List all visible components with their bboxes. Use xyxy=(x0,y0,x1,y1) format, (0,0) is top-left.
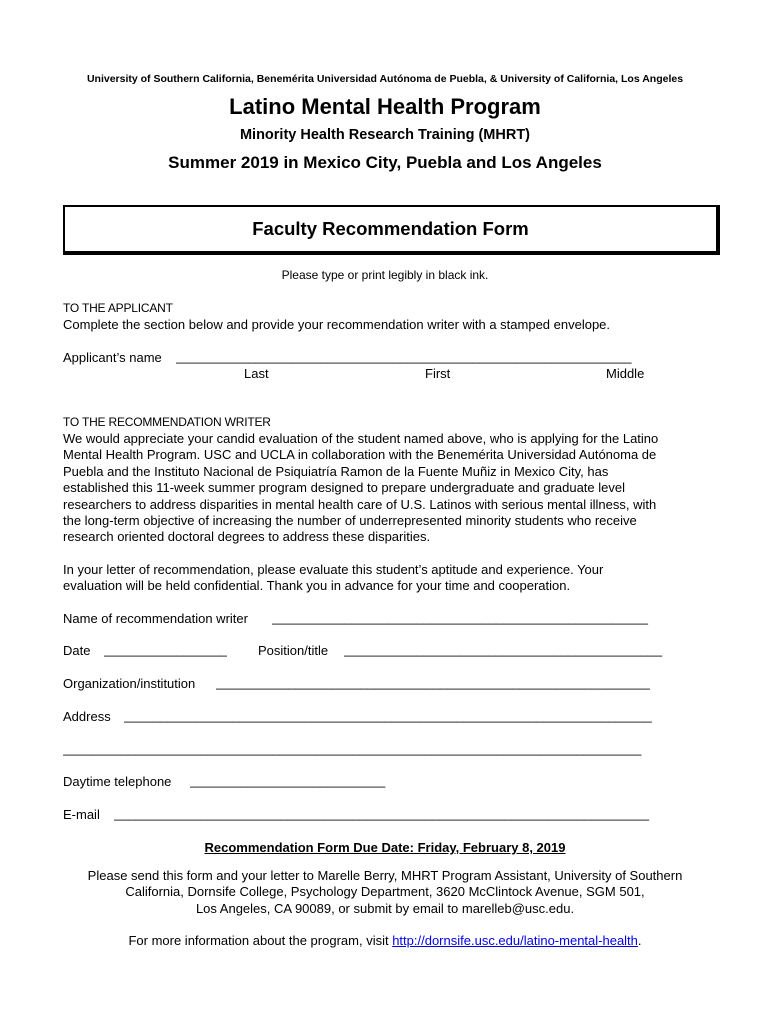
date-label: Date xyxy=(63,643,91,658)
program-title: Latino Mental Health Program xyxy=(229,94,541,119)
program-location-dates: Summer 2019 in Mexico City, Puebla and Los Angeles xyxy=(168,153,602,172)
submission-line: California, Dornsife College, Psychology Department, 3620 McClintock Avenue, SGM 501, xyxy=(125,884,645,900)
writer-paragraph-2 xyxy=(63,562,713,595)
address-field-line-2[interactable]: ________________________________________________________________________________ xyxy=(63,741,642,756)
position-field[interactable]: ____________________________________________ xyxy=(344,642,663,657)
applicant-name-first: First xyxy=(425,366,451,381)
writer-heading: TO THE RECOMMENDATION WRITER xyxy=(63,415,271,429)
applicant-instructions: Complete the section below and provide your recommendation writer with a stamped envelope. xyxy=(63,317,611,332)
position-label: Position/title xyxy=(258,643,329,658)
paragraph-line: the long-term objective of increasing the number of underrepresented minority students who receive xyxy=(63,513,637,529)
phone-field[interactable]: ___________________________ xyxy=(190,773,386,788)
applicant-name-field[interactable]: _______________________________________________________________ xyxy=(176,349,632,364)
affiliation-line: University of Southern California, Benemérita Universidad Autónoma de Puebla, & University of California, Los Angeles xyxy=(86,73,684,85)
applicant-name-middle: Middle xyxy=(606,366,645,381)
form-title: Faculty Recommendation Form xyxy=(252,218,529,239)
submission-line: Los Angeles, CA 90089, or submit by email to marelleb@usc.edu. xyxy=(195,900,575,916)
program-website-link[interactable]: http://dornsife.usc.edu/latino-mental-health xyxy=(392,933,638,948)
paragraph-line: research oriented doctoral degrees to address these disparities. xyxy=(63,529,431,545)
address-field[interactable]: _________________________________________________________________________ xyxy=(124,708,652,723)
paragraph-line: Mental Health Program. USC and UCLA in collaboration with the Benemérita Universidad Autónoma de xyxy=(63,447,657,463)
writer-paragraph-1 xyxy=(63,431,713,546)
phone-label: Daytime telephone xyxy=(63,774,172,789)
applicant-name-last: Last xyxy=(244,366,269,381)
writer-name-label: Name of recommendation writer xyxy=(63,611,248,626)
paragraph-line: In your letter of recommendation, please evaluate this student’s aptitude and experience. Your xyxy=(63,562,604,577)
paragraph-line: Puebla and the Instituto Nacional de Psiquiatría Ramon de la Fuente Muñiz in Mexico City, has xyxy=(63,463,609,479)
more-info xyxy=(0,933,770,948)
date-field[interactable]: _________________ xyxy=(104,642,227,657)
address-label: Address xyxy=(63,709,111,724)
email-label: E-mail xyxy=(63,807,100,822)
due-date: Recommendation Form Due Date: Friday, February 8, 2019 xyxy=(204,840,566,855)
more-info-suffix: . xyxy=(637,933,642,948)
organization-label: Organization/institution xyxy=(63,676,196,691)
organization-field[interactable]: ____________________________________________________________ xyxy=(216,675,650,690)
submission-line: Please send this form and your letter to Marelle Berry, MHRT Program Assistant, University of Southern xyxy=(87,868,683,883)
applicant-name-label: Applicant’s name xyxy=(63,350,162,365)
form-title-box xyxy=(63,205,720,255)
submission-instructions xyxy=(0,868,770,917)
paragraph-line: We would appreciate your candid evaluation of the student named above, who is applying for the Latino xyxy=(63,431,659,446)
writer-name-field[interactable]: ____________________________________________________ xyxy=(272,610,648,625)
paragraph-line: evaluation will be held confidential. Thank you in advance for your time and cooperation. xyxy=(63,578,571,594)
paragraph-line: established this 11-week summer program designed to prepare undergraduate and graduate level xyxy=(63,480,625,496)
program-subtitle: Minority Health Research Training (MHRT) xyxy=(239,127,531,143)
applicant-heading: TO THE APPLICANT xyxy=(63,301,173,315)
email-field[interactable]: __________________________________________________________________________ xyxy=(114,806,650,821)
instructions: Please type or print legibly in black ink. xyxy=(281,268,489,282)
paragraph-line: researchers to address disparities in mental health care of U.S. Latinos with serious mental illness, with xyxy=(63,496,657,512)
more-info-prefix: For more information about the program, visit xyxy=(128,933,393,948)
